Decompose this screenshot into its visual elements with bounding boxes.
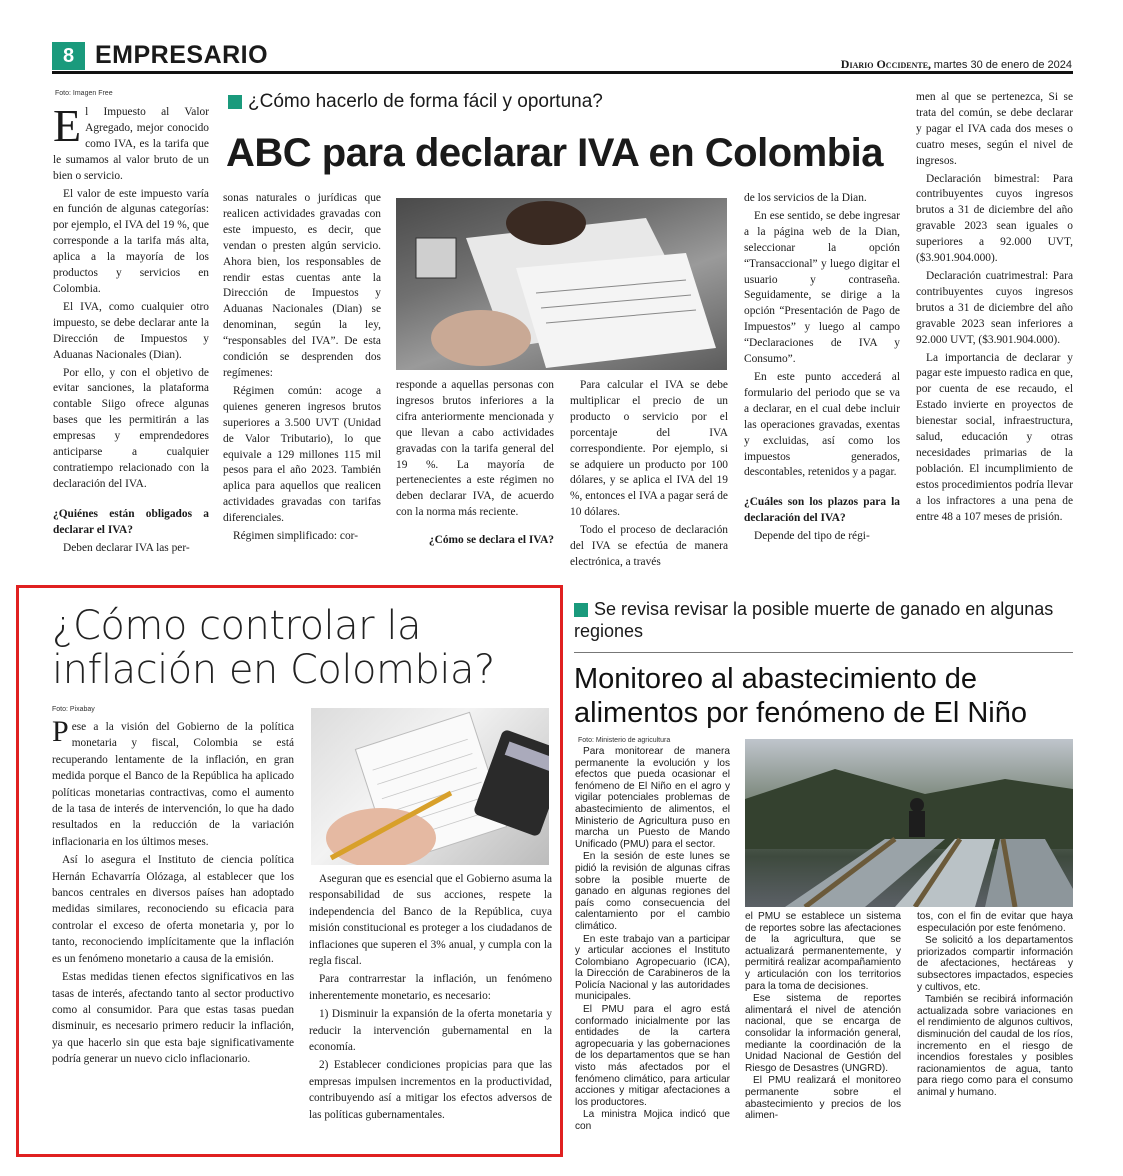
- paperwork-image: [396, 198, 727, 370]
- section-title: EMPRESARIO: [95, 41, 269, 69]
- article1-photo: [396, 198, 727, 370]
- article1-col3: [396, 378, 554, 551]
- kicker-rule: [574, 652, 1073, 653]
- kicker: [574, 598, 1074, 642]
- paragraph: Deben declarar IVA las per-: [63, 541, 190, 554]
- paragraph: Para contrarrestar la inflación, un fenómeno inherentemente monetario, es necesario:: [309, 973, 552, 1002]
- paragraph: Depende del tipo de régi-: [754, 530, 870, 543]
- paragraph: 1) Disminuir la expansión de la oferta monetaria y reducir la intervención gubernamental en la economía.: [309, 1008, 552, 1054]
- paragraph: La importancia de declarar y pagar este impuesto radica en que, por cuenta de ese recaudo, el Estado invierte en proyectos de bienestar social, infraestructura, salud, educación y otras necesidades primarias de la población. El incumplimiento de estos procedimientos podría llevar a los infractores a una pena de entre 48 a 107 meses de prisión.: [916, 351, 1073, 523]
- paragraph: Estas medidas tienen efectos significativos en las tasas de interés, afectando tanto al sector productivo como al consumidor. Para que estas tasas puedan disminuir, es necesario primero reducir la inflación, ya que hacerlo sin que esta baje significativamente podría generar un nuevo ciclo inflacionario.: [52, 971, 294, 1066]
- paragraph: Todo el proceso de declaración del IVA se efectúa de manera electrónica, a través: [570, 524, 728, 568]
- subheading: ¿Cuáles son los plazos para la declaración del IVA?: [744, 496, 900, 525]
- paragraph: También se recibirá información actualizada sobre variaciones en el rendimiento de algunos cultivos, disminución del caudal de los ríos, incremento en el riesgo de incendios forestales y posibles racionamientos de agua, tanto para riego como para el consumo animal y humano.: [917, 994, 1073, 1098]
- paragraph: men al que se pertenezca, Si se trata del común, se debe declarar y pagar el IVA cada dos meses o cuatro meses, según el nivel de ingresos.: [916, 91, 1073, 167]
- article3-col2: [745, 911, 901, 1123]
- paragraph: El valor de este impuesto varía en función de algunas categorías: por ejemplo, el IVA del 19 %, que corresponde a la tarifa más alta, aplica a la mayoría de los productos y servicios en Colombia.: [53, 187, 209, 295]
- paragraph: Declaración bimestral: Para contribuyentes cuyos ingresos brutos a 31 de diciembre del año gravable 2023 sean iguales o superiores a 92.000 UVT, ($3.901.904.000).: [916, 172, 1073, 265]
- paragraph: Para monitorear de manera permanente la evolución y los efectos que pueda ocasionar el fenómeno de El Niño en el agro y vigilar potenciales problemas de abastecimiento de alimentos, el Ministerio de Agricultura puso en marcha un Puesto de Mando Unificado (PMU) para el sector.: [575, 746, 730, 850]
- article3-col3: [917, 911, 1073, 1100]
- dropcap: E: [53, 100, 82, 151]
- paragraph: Así lo asegura el Instituto de ciencia política Hernán Echavarría Olózaga, al establecer que los bancos centrales en diversos países han adoptado medidas similares, reconociendo su eficacia para controlar el exceso de oferta monetaria y, por lo tanto, reconociendo implícitamente que la inflación es un fenómeno monetario a causa de la emisión.: [52, 854, 294, 965]
- paragraph: ese a la visión del Gobierno de la política monetaria y fiscal, Colombia se está recuperando lentamente de la inflación, en gran medida porque el Banco de la República ha aplicado políticas monetarias contractivas, como el aumento de la tasa de interés de intervención, lo que ha dado resultados en la reducción de la variación inflacionaria en los últimos meses.: [52, 721, 294, 848]
- article2-photo: [311, 708, 549, 865]
- paragraph: l Impuesto al Valor Agregado, mejor conocido como IVA, es la tarifa que le sumamos al valor bruto de un bien o servicio.: [53, 106, 209, 182]
- paragraph: Por ello, y con el objetivo de evitar sanciones, la plataforma contable Siigo ofrece algunas bases que les permitirán a las empresas y emprendedores anticiparse a cualquier contratiempo relacionado con la declaración del IVA.: [53, 366, 209, 490]
- paragraph: En este punto accederá al formulario del periodo que se va a declarar, en el cual debe incluir las operaciones gravadas, exentas y excluidas, así como los impuestos generados, descontables, retenidos y a pagar.: [744, 370, 900, 479]
- kicker-square-icon: [574, 603, 588, 617]
- fish-farm-image: [745, 739, 1073, 907]
- article1-col2: [223, 191, 381, 547]
- paragraph: Aseguran que es esencial que el Gobierno asuma la responsabilidad de sus acciones, respete la independencia del Banco de la República, cuya misión constitucional es proteger a los ciudadanos de inflaciones que superen el 3% anual, y cumpla con la regla fiscal.: [309, 873, 552, 968]
- paragraph: de los servicios de la Dian.: [744, 192, 867, 204]
- paragraph: Régimen simplificado: cor-: [233, 530, 359, 543]
- paragraph: El PMU para el agro está conformado inicialmente por las entidades de la cartera agropecuaria y las gobernaciones de los departamentos que se han visto más afectados por el fenómeno climático, para articular acciones y mitigar afectaciones a los productores.: [575, 1004, 730, 1108]
- dropcap: P: [52, 715, 69, 748]
- headline: ABC para declarar IVA en Colombia: [226, 131, 884, 175]
- paragraph: 2) Establecer condiciones propicias para que las empresas impulsen incrementos en la productividad, contribuyendo así a mitigar los efectos adversos de las políticas gubernamentales.: [309, 1059, 552, 1121]
- photo-credit: Foto: Ministerio de agricultura: [578, 737, 671, 744]
- paragraph: el PMU se establece un sistema de reportes sobre las afectaciones de la agricultura, que se actualizará permanentemente, y permitirá realizar acompañamiento y articulación con los territorios para la toma de decisiones.: [745, 911, 901, 992]
- paragraph: En este trabajo van a participar y articular acciones el Instituto Colombiano Agropecuario (ICA), la Dirección de Carabineros de la Policía Nacional y las autoridades municipales.: [575, 933, 730, 1003]
- paragraph: Para calcular el IVA se debe multiplicar el precio de un producto o servicio por el porcentaje del IVA correspondiente. Por ejemplo, si se adquiere un producto por 100 dólares, y se aplica el IVA del 19 %, entonces el IVA a pagar será de 10 dólares.: [570, 379, 728, 519]
- paragraph: tos, con el fin de evitar que haya especulación por este fenómeno.: [917, 911, 1073, 934]
- header-rule: [52, 71, 1073, 74]
- paragraph: Ese sistema de reportes alimentará el nivel de atención nacional, que se encarga de consolidar la información general, mediante la coordinación de la Unidad Nacional de Gestión del Riesgo de Desastres (UNGRD).: [745, 993, 901, 1074]
- paragraph: Se solicitó a los departamentos priorizados compartir información de afectaciones, hectáreas y subsectores impactados, especies y cultivos, etc.: [917, 935, 1073, 993]
- paragraph: Declaración cuatrimestral: Para contribuyentes cuyos ingresos brutos a 31 de diciembre del año gravable 2023 sean inferiores a 92.000 UVT, ($3.901.904.000).: [916, 269, 1073, 346]
- article3-col1: [575, 746, 730, 1134]
- issue-date: martes 30 de enero de 2024: [933, 59, 1072, 71]
- article1-col5: [744, 191, 900, 547]
- kicker-square-icon: [228, 95, 242, 109]
- subheading: ¿Quiénes están obligados a declarar el IVA?: [53, 507, 209, 536]
- article2-col2: [309, 871, 552, 1125]
- paragraph: En la sesión de este lunes se pidió la revisión de algunas cifras sobre la posible muerte de ganado en algunas regiones del país como consecuencia del calentamiento por el cambio climático.: [575, 851, 730, 932]
- photo-credit: Foto: Pixabay: [52, 706, 95, 713]
- paragraph: La ministra Mojica indicó que con: [575, 1109, 730, 1132]
- headline: Monitoreo al abastecimiento de alimentos por fenómeno de El Niño: [574, 663, 1027, 729]
- article1-col4: [570, 378, 728, 573]
- paragraph: El PMU realizará el monitoreo permanente sobre el abastecimiento y precios de los alimen-: [745, 1075, 901, 1122]
- paragraph: El IVA, como cualquier otro impuesto, se debe declarar ante la Dirección de Impuestos y Aduanas Nacionales (Dian).: [53, 300, 209, 361]
- kicker: [228, 91, 603, 113]
- paragraph: responde a aquellas personas con ingresos brutos inferiores a la cifra anteriormente mencionada y que llevan a cabo actividades gravadas con la tarifa general del 19 %. La mayoría de pertenecientes a este régimen no deben declarar IVA, de acuerdo con la norma más reciente.: [396, 379, 554, 519]
- article3-photo: [745, 739, 1073, 907]
- photo-credit: Foto: Imagen Free: [55, 90, 113, 97]
- masthead-date: [800, 57, 1072, 72]
- article2-col1: [52, 715, 294, 1070]
- page-number-box: [52, 42, 85, 70]
- article1-col1: [53, 100, 209, 558]
- kicker-text: Se revisa revisar la posible muerte de ganado en algunas regiones: [574, 599, 1054, 641]
- calculator-image: [311, 708, 549, 865]
- paragraph: Régimen común: acoge a quienes generen ingresos brutos superiores a 3.500 UVT (Unidad de Valor Tributario), lo que equivale a 129 millones 115 mil pesos para el año 2023. También aplica para aquellos que realicen actividades gravadas con tarifas diferenciales.: [223, 384, 381, 525]
- subheading: ¿Cómo se declara el IVA?: [428, 534, 554, 547]
- paragraph: sonas naturales o jurídicas que realicen actividades gravadas con este impuesto, es decir, que vendan o presten algún servicio. Ahora bien, los responsables de rendir estas cuentas ante la Dirección de Impuestos y Aduanas Nacionales (Dian) se denominan, según la ley, “responsables del IVA”. De esta condición se desprenden dos regímenes:: [223, 192, 381, 379]
- article1-col6: [916, 90, 1073, 527]
- paper-name: Diario Occidente,: [840, 57, 932, 71]
- page-number: 8: [62, 45, 75, 67]
- headline: ¿Cómo controlar la inflación en Colombia?: [52, 603, 495, 693]
- kicker-text: ¿Cómo hacerlo de forma fácil y oportuna?: [248, 91, 603, 112]
- paragraph: En ese sentido, se debe ingresar a la página web de la Dian, seleccionar la opción “Transaccional” y luego digitar el usuario y contraseña. Seguidamente, se dirige a la opción “Presentación de Pago de Impuestos” y luego al campo “Declaraciones de IVA y Consumo”.: [744, 209, 900, 366]
